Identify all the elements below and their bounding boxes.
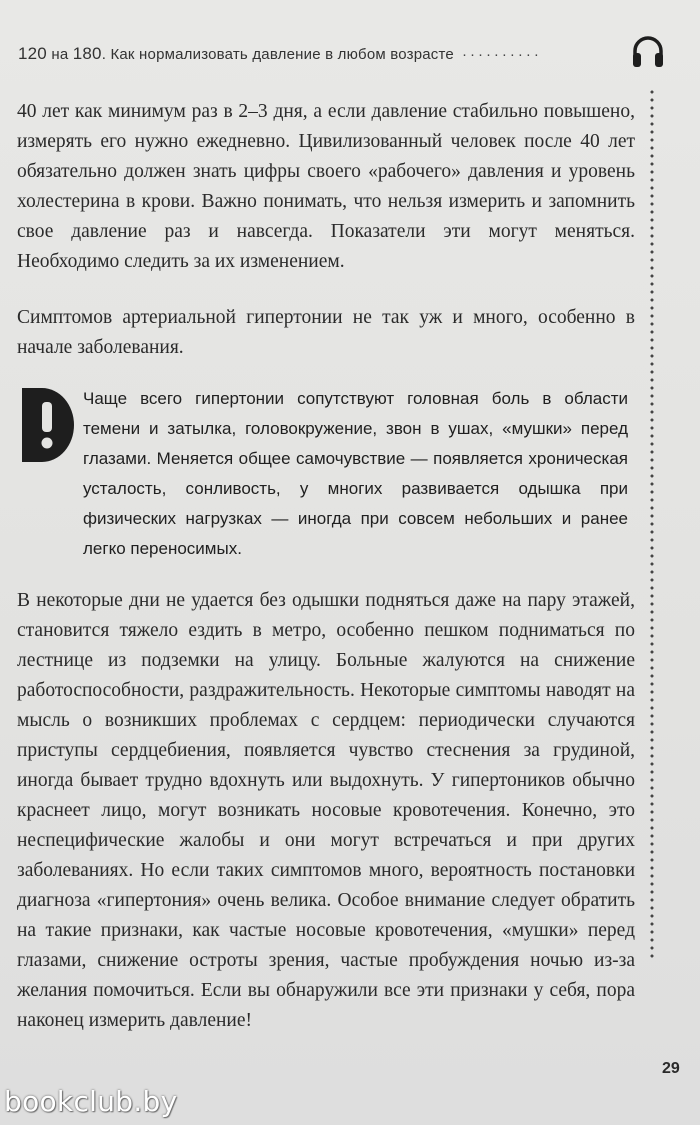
margin-dotted-rule: [650, 88, 654, 958]
running-header: [18, 44, 618, 74]
watermark: bookclub.by: [4, 1085, 178, 1118]
highlighted-note: Чаще всего гипертонии сопутствуют головная боль в области темени и затылка, головокружение, звон в ушах, «мушки» перед глазами. Меняется общее самочувствие — появляется хроническая усталость, сонливость, у многих развивается одышка при физических нагрузках — иногда при совсем небольших и ранее легко переносимых.: [83, 389, 628, 558]
header-number-120: 120: [18, 44, 47, 63]
header-number-180: 180: [72, 44, 102, 63]
page-number: 29: [662, 1060, 680, 1077]
headphones-icon: [630, 34, 666, 70]
paragraph-2: Симптомов артериальной гипертонии не так уж и много, особенно в начале заболевания.: [17, 307, 635, 358]
paragraph-1: 40 лет как минимум раз в 2–3 дня, а если давление стабильно повышено, измерять его нужно ежедневно. Цивилизованный человек после 40 лет обязательно должен знать цифры своего «рабочего» давления и уровень холестерина в крови. Важно понимать, что нельзя измерить и запомнить свое давление раз и навсегда. Показатели эти могут меняться. Необходимо следить за их изменением.: [17, 101, 635, 272]
header-connector: на: [46, 46, 73, 63]
header-dotted-rule: ··········: [461, 46, 542, 63]
exclamation-icon: [22, 388, 74, 462]
header-title: . Как нормализовать давление в любом возрасте: [101, 46, 454, 63]
paragraph-3: В некоторые дни не удается без одышки подняться даже на пару этажей, становится тяжело ездить в метро, особенно пешком подниматься по лестнице из подземки на улицу. Больные жалуются на снижение работоспособности, раздражительность. Некоторые симптомы наводят на мысль о возникших проблемах с сердцем: периодически случаются приступы сердцебиения, появляется чувство стеснения за грудиной, иногда бывает трудно вдохнуть или выдохнуть. У гипертоников обычно краснеет лицо, могут возникать носовые кровотечения. Конечно, это неспецифические жалобы и они могут встречаться и при других заболеваниях. Но если таких симптомов много, вероятность постановки диагноза «гипертония» очень велика. Особое внимание следует обратить на такие признаки, как частые носовые кровотечения, «мушки» перед глазами, снижение остроты зрения, частые пробуждения ночью из-за желания помочиться. Если вы обнаружили все эти признаки у себя, пора наконец измерить давление!: [17, 590, 635, 1031]
